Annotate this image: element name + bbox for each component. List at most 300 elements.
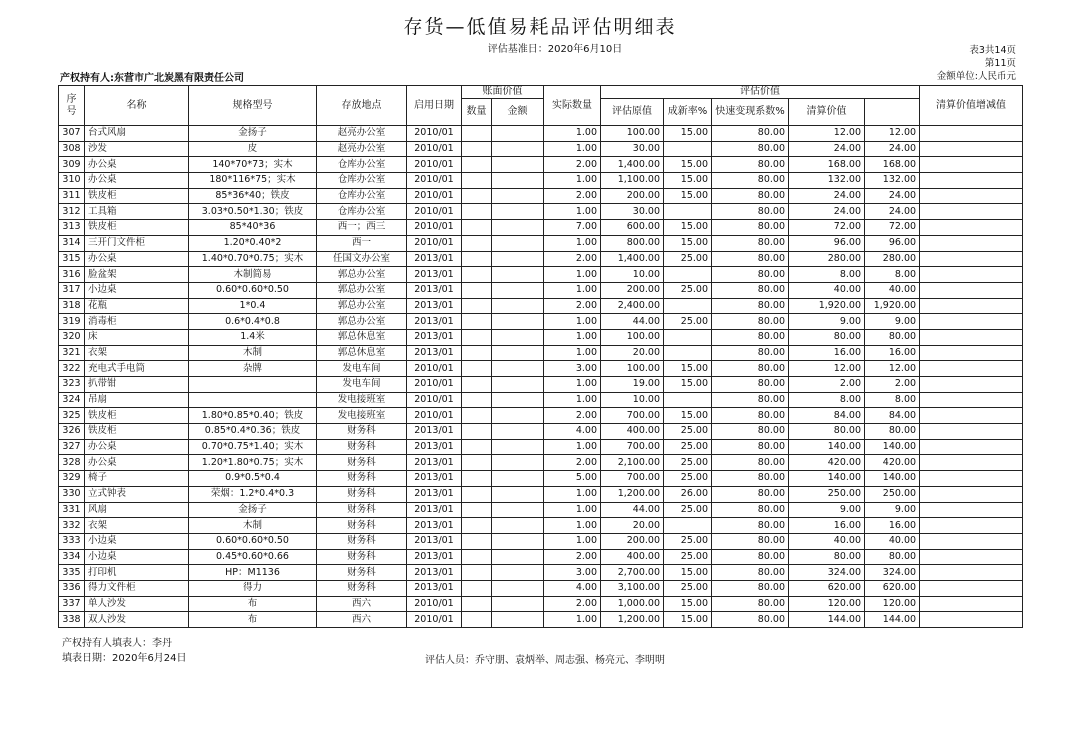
cell-book-qty	[462, 377, 492, 393]
cell-name: 衣架	[85, 518, 189, 534]
cell-newness: 25.00	[664, 502, 712, 518]
filler-label: 产权持有人填表人：李丹	[62, 638, 172, 649]
cell-book-qty	[462, 549, 492, 565]
cell-liq-diff: 72.00	[865, 220, 920, 236]
cell-eval-original: 700.00	[601, 471, 664, 487]
table-row	[59, 612, 1023, 628]
cell-liq-diff: 84.00	[865, 408, 920, 424]
cell-seq: 319	[59, 314, 85, 330]
cell-seq: 321	[59, 345, 85, 361]
cell-newness	[664, 392, 712, 408]
cell-liq-diff: 420.00	[865, 455, 920, 471]
cell-liquidation: 168.00	[789, 157, 865, 173]
cell-newness: 25.00	[664, 533, 712, 549]
footer-left	[62, 636, 187, 666]
cell-start-date: 2013/01	[407, 549, 462, 565]
cell-actual-qty: 2.00	[544, 455, 601, 471]
header-eval-original: 评估原值	[601, 99, 664, 126]
cell-newness: 15.00	[664, 377, 712, 393]
cell-spec: 木制	[189, 345, 317, 361]
cell-actual-qty: 2.00	[544, 157, 601, 173]
cell-actual-qty: 4.00	[544, 424, 601, 440]
cell-spec: 1.20*0.40*2	[189, 235, 317, 251]
cell-book-amount	[492, 455, 544, 471]
cell-name: 办公桌	[85, 173, 189, 189]
cell-remark	[920, 188, 1023, 204]
cell-location: 赵亮办公室	[317, 126, 407, 142]
table-row	[59, 173, 1023, 189]
cell-spec: 0.9*0.5*0.4	[189, 471, 317, 487]
page-title: 存货—低值易耗品评估明细表	[403, 16, 677, 38]
cell-location: 发电车间	[317, 361, 407, 377]
cell-name: 铁皮柜	[85, 188, 189, 204]
cell-book-qty	[462, 314, 492, 330]
cell-book-amount	[492, 345, 544, 361]
cell-newness: 25.00	[664, 580, 712, 596]
cell-quick-coef: 80.00	[712, 596, 789, 612]
cell-spec: 180*116*75；实木	[189, 173, 317, 189]
cell-book-amount	[492, 565, 544, 581]
cell-eval-original: 100.00	[601, 126, 664, 142]
cell-book-qty	[462, 267, 492, 283]
cell-liquidation: 72.00	[789, 220, 865, 236]
cell-location: 西一	[317, 235, 407, 251]
cell-quick-coef: 80.00	[712, 533, 789, 549]
table-row	[59, 235, 1023, 251]
cell-newness: 25.00	[664, 251, 712, 267]
cell-liquidation: 84.00	[789, 408, 865, 424]
cell-location: 仓库办公室	[317, 188, 407, 204]
cell-newness: 15.00	[664, 173, 712, 189]
cell-remark	[920, 235, 1023, 251]
cell-start-date: 2013/01	[407, 345, 462, 361]
cell-name: 脸盆架	[85, 267, 189, 283]
cell-liquidation: 12.00	[789, 126, 865, 142]
cell-liq-diff: 80.00	[865, 424, 920, 440]
cell-quick-coef: 80.00	[712, 345, 789, 361]
cell-actual-qty: 2.00	[544, 408, 601, 424]
cell-book-amount	[492, 173, 544, 189]
header-row-1	[59, 86, 1023, 99]
cell-remark	[920, 392, 1023, 408]
cell-book-amount	[492, 188, 544, 204]
cell-seq: 324	[59, 392, 85, 408]
cell-newness: 25.00	[664, 424, 712, 440]
cell-book-qty	[462, 157, 492, 173]
cell-eval-original: 1,200.00	[601, 612, 664, 628]
cell-spec: 0.45*0.60*0.66	[189, 549, 317, 565]
cell-newness	[664, 204, 712, 220]
table-row	[59, 580, 1023, 596]
cell-quick-coef: 80.00	[712, 377, 789, 393]
cell-newness	[664, 518, 712, 534]
cell-book-qty	[462, 486, 492, 502]
cell-liquidation: 140.00	[789, 471, 865, 487]
cell-seq: 314	[59, 235, 85, 251]
table-row	[59, 126, 1023, 142]
cell-liquidation: 1,920.00	[789, 298, 865, 314]
cell-newness	[664, 345, 712, 361]
detail-table	[58, 85, 1023, 628]
cell-quick-coef: 80.00	[712, 486, 789, 502]
cell-liq-diff: 620.00	[865, 580, 920, 596]
cell-quick-coef: 80.00	[712, 251, 789, 267]
cell-start-date: 2010/01	[407, 157, 462, 173]
cell-liquidation: 9.00	[789, 502, 865, 518]
cell-seq: 313	[59, 220, 85, 236]
cell-liquidation: 40.00	[789, 282, 865, 298]
cell-seq: 327	[59, 439, 85, 455]
cell-book-qty	[462, 251, 492, 267]
cell-book-qty	[462, 173, 492, 189]
cell-quick-coef: 80.00	[712, 188, 789, 204]
cell-start-date: 2010/01	[407, 188, 462, 204]
cell-liquidation: 24.00	[789, 188, 865, 204]
cell-newness: 15.00	[664, 235, 712, 251]
cell-liq-diff: 96.00	[865, 235, 920, 251]
cell-book-qty	[462, 361, 492, 377]
cell-eval-original: 100.00	[601, 329, 664, 345]
cell-spec: 1.80*0.85*0.40；铁皮	[189, 408, 317, 424]
header-eval-value: 评估价值	[601, 86, 920, 99]
cell-eval-original: 800.00	[601, 235, 664, 251]
cell-spec: 1.40*0.70*0.75；实木	[189, 251, 317, 267]
cell-book-qty	[462, 518, 492, 534]
cell-start-date: 2010/01	[407, 596, 462, 612]
cell-book-qty	[462, 204, 492, 220]
cell-location: 仓库办公室	[317, 157, 407, 173]
cell-spec: 3.03*0.50*1.30；铁皮	[189, 204, 317, 220]
cell-name: 风扇	[85, 502, 189, 518]
cell-location: 财务科	[317, 424, 407, 440]
cell-liquidation: 80.00	[789, 424, 865, 440]
cell-newness: 25.00	[664, 549, 712, 565]
header-quick-coef: 快速变现系数%	[712, 99, 789, 126]
page-number: 第11页	[984, 58, 1016, 69]
cell-eval-original: 30.00	[601, 204, 664, 220]
cell-start-date: 2013/01	[407, 471, 462, 487]
cell-remark	[920, 439, 1023, 455]
cell-eval-original: 200.00	[601, 533, 664, 549]
cell-book-qty	[462, 141, 492, 157]
cell-quick-coef: 80.00	[712, 518, 789, 534]
cell-spec: 皮	[189, 141, 317, 157]
cell-actual-qty: 1.00	[544, 392, 601, 408]
cell-seq: 333	[59, 533, 85, 549]
table-row	[59, 439, 1023, 455]
cell-name: 吊扇	[85, 392, 189, 408]
cell-seq: 323	[59, 377, 85, 393]
cell-actual-qty: 2.00	[544, 188, 601, 204]
cell-seq: 337	[59, 596, 85, 612]
cell-remark	[920, 486, 1023, 502]
cell-seq: 336	[59, 580, 85, 596]
cell-book-amount	[492, 235, 544, 251]
cell-name: 椅子	[85, 471, 189, 487]
cell-start-date: 2010/01	[407, 173, 462, 189]
cell-newness: 15.00	[664, 220, 712, 236]
cell-remark	[920, 580, 1023, 596]
cell-eval-original: 700.00	[601, 408, 664, 424]
cell-liquidation: 250.00	[789, 486, 865, 502]
cell-book-amount	[492, 126, 544, 142]
cell-spec: 杂牌	[189, 361, 317, 377]
cell-book-amount	[492, 439, 544, 455]
cell-remark	[920, 329, 1023, 345]
cell-book-amount	[492, 549, 544, 565]
cell-book-amount	[492, 408, 544, 424]
cell-liq-diff: 12.00	[865, 361, 920, 377]
cell-eval-original: 3,100.00	[601, 580, 664, 596]
cell-liq-diff: 140.00	[865, 471, 920, 487]
header-liq-diff: 清算价值增减值	[920, 86, 1023, 126]
cell-book-qty	[462, 471, 492, 487]
cell-seq: 320	[59, 329, 85, 345]
cell-name: 办公桌	[85, 455, 189, 471]
cell-location: 发电接班室	[317, 392, 407, 408]
cell-seq: 328	[59, 455, 85, 471]
cell-remark	[920, 126, 1023, 142]
cell-book-qty	[462, 345, 492, 361]
cell-start-date: 2013/01	[407, 502, 462, 518]
cell-quick-coef: 80.00	[712, 157, 789, 173]
table-row	[59, 424, 1023, 440]
cell-liq-diff: 280.00	[865, 251, 920, 267]
cell-spec	[189, 377, 317, 393]
cell-name: 充电式手电筒	[85, 361, 189, 377]
cell-actual-qty: 1.00	[544, 439, 601, 455]
cell-newness: 15.00	[664, 565, 712, 581]
cell-remark	[920, 141, 1023, 157]
cell-name: 花瓶	[85, 298, 189, 314]
cell-book-qty	[462, 126, 492, 142]
cell-book-amount	[492, 424, 544, 440]
cell-eval-original: 1,400.00	[601, 251, 664, 267]
cell-quick-coef: 80.00	[712, 204, 789, 220]
cell-quick-coef: 80.00	[712, 455, 789, 471]
cell-eval-original: 600.00	[601, 220, 664, 236]
cell-seq: 316	[59, 267, 85, 283]
cell-seq: 308	[59, 141, 85, 157]
cell-location: 财务科	[317, 549, 407, 565]
cell-remark	[920, 502, 1023, 518]
cell-newness: 26.00	[664, 486, 712, 502]
cell-location: 财务科	[317, 565, 407, 581]
cell-newness	[664, 267, 712, 283]
cell-remark	[920, 282, 1023, 298]
cell-name: 立式钟表	[85, 486, 189, 502]
cell-liq-diff: 324.00	[865, 565, 920, 581]
cell-liquidation: 324.00	[789, 565, 865, 581]
cell-seq: 317	[59, 282, 85, 298]
cell-liquidation: 420.00	[789, 455, 865, 471]
cell-newness: 25.00	[664, 439, 712, 455]
cell-book-amount	[492, 361, 544, 377]
cell-newness: 25.00	[664, 282, 712, 298]
cell-actual-qty: 1.00	[544, 126, 601, 142]
cell-actual-qty: 2.00	[544, 251, 601, 267]
cell-seq: 338	[59, 612, 85, 628]
cell-newness: 25.00	[664, 455, 712, 471]
table-row	[59, 361, 1023, 377]
cell-remark	[920, 314, 1023, 330]
cell-book-amount	[492, 612, 544, 628]
cell-liq-diff: 250.00	[865, 486, 920, 502]
cell-eval-original: 20.00	[601, 345, 664, 361]
cell-liquidation: 8.00	[789, 392, 865, 408]
cell-quick-coef: 80.00	[712, 502, 789, 518]
cell-newness: 15.00	[664, 361, 712, 377]
cell-name: 小边桌	[85, 549, 189, 565]
cell-remark	[920, 298, 1023, 314]
cell-eval-original: 400.00	[601, 424, 664, 440]
cell-eval-original: 1,100.00	[601, 173, 664, 189]
table-row	[59, 329, 1023, 345]
cell-spec: 0.85*0.4*0.36；铁皮	[189, 424, 317, 440]
cell-location: 发电车间	[317, 377, 407, 393]
cell-seq: 311	[59, 188, 85, 204]
cell-quick-coef: 80.00	[712, 580, 789, 596]
cell-book-amount	[492, 220, 544, 236]
cell-remark	[920, 612, 1023, 628]
cell-start-date: 2013/01	[407, 298, 462, 314]
cell-liquidation: 8.00	[789, 267, 865, 283]
cell-actual-qty: 1.00	[544, 267, 601, 283]
cell-actual-qty: 1.00	[544, 173, 601, 189]
cell-liq-diff: 40.00	[865, 282, 920, 298]
cell-location: 财务科	[317, 580, 407, 596]
cell-location: 财务科	[317, 455, 407, 471]
cell-newness: 15.00	[664, 408, 712, 424]
cell-seq: 309	[59, 157, 85, 173]
cell-location: 任国文办公室	[317, 251, 407, 267]
cell-liq-diff: 2.00	[865, 377, 920, 393]
cell-seq: 322	[59, 361, 85, 377]
cell-eval-original: 1,200.00	[601, 486, 664, 502]
header-start-date: 启用日期	[407, 86, 462, 126]
cell-spec: 0.6*0.4*0.8	[189, 314, 317, 330]
cell-quick-coef: 80.00	[712, 267, 789, 283]
cell-name: 扒带钳	[85, 377, 189, 393]
table-row	[59, 455, 1023, 471]
cell-quick-coef: 80.00	[712, 141, 789, 157]
cell-remark	[920, 204, 1023, 220]
table-row	[59, 298, 1023, 314]
table-row	[59, 549, 1023, 565]
cell-actual-qty: 7.00	[544, 220, 601, 236]
cell-liq-diff: 16.00	[865, 345, 920, 361]
cell-eval-original: 44.00	[601, 502, 664, 518]
cell-start-date: 2013/01	[407, 282, 462, 298]
cell-newness: 15.00	[664, 126, 712, 142]
cell-seq: 334	[59, 549, 85, 565]
cell-remark	[920, 173, 1023, 189]
cell-book-qty	[462, 235, 492, 251]
cell-eval-original: 30.00	[601, 141, 664, 157]
table-row	[59, 533, 1023, 549]
cell-book-amount	[492, 502, 544, 518]
table-row	[59, 486, 1023, 502]
cell-seq: 310	[59, 173, 85, 189]
cell-remark	[920, 549, 1023, 565]
cell-location: 郭总办公室	[317, 314, 407, 330]
cell-book-qty	[462, 329, 492, 345]
cell-liquidation: 144.00	[789, 612, 865, 628]
cell-quick-coef: 80.00	[712, 126, 789, 142]
cell-liq-diff: 8.00	[865, 267, 920, 283]
table-row	[59, 251, 1023, 267]
cell-newness: 15.00	[664, 596, 712, 612]
cell-name: 双人沙发	[85, 612, 189, 628]
cell-name: 床	[85, 329, 189, 345]
cell-book-amount	[492, 392, 544, 408]
cell-spec: 荣烟：1.2*0.4*0.3	[189, 486, 317, 502]
cell-book-qty	[462, 392, 492, 408]
cell-book-amount	[492, 471, 544, 487]
cell-quick-coef: 80.00	[712, 314, 789, 330]
cell-book-amount	[492, 533, 544, 549]
cell-eval-original: 2,100.00	[601, 455, 664, 471]
cell-actual-qty: 1.00	[544, 612, 601, 628]
currency-unit: 金额单位:人民币元	[936, 71, 1016, 82]
cell-start-date: 2010/01	[407, 141, 462, 157]
cell-eval-original: 200.00	[601, 282, 664, 298]
cell-start-date: 2013/01	[407, 518, 462, 534]
cell-name: 三开门文件柜	[85, 235, 189, 251]
cell-newness: 25.00	[664, 471, 712, 487]
table-row	[59, 377, 1023, 393]
cell-start-date: 2013/01	[407, 267, 462, 283]
cell-name: 工具箱	[85, 204, 189, 220]
cell-start-date: 2013/01	[407, 580, 462, 596]
cell-newness: 15.00	[664, 612, 712, 628]
cell-seq: 326	[59, 424, 85, 440]
cell-remark	[920, 455, 1023, 471]
cell-spec: 1.4米	[189, 329, 317, 345]
cell-seq: 330	[59, 486, 85, 502]
cell-location: 郭总休息室	[317, 329, 407, 345]
cell-location: 财务科	[317, 502, 407, 518]
cell-book-amount	[492, 314, 544, 330]
cell-seq: 335	[59, 565, 85, 581]
cell-location: 财务科	[317, 486, 407, 502]
cell-remark	[920, 345, 1023, 361]
cell-spec	[189, 392, 317, 408]
cell-start-date: 2013/01	[407, 533, 462, 549]
cell-newness: 15.00	[664, 188, 712, 204]
cell-eval-original: 400.00	[601, 549, 664, 565]
cell-remark	[920, 251, 1023, 267]
cell-name: 办公桌	[85, 251, 189, 267]
cell-remark	[920, 471, 1023, 487]
cell-book-amount	[492, 486, 544, 502]
cell-eval-original: 10.00	[601, 392, 664, 408]
cell-location: 发电接班室	[317, 408, 407, 424]
cell-start-date: 2010/01	[407, 612, 462, 628]
cell-location: 郭总办公室	[317, 282, 407, 298]
cell-liq-diff: 80.00	[865, 329, 920, 345]
cell-eval-original: 1,400.00	[601, 157, 664, 173]
cell-liq-diff: 1,920.00	[865, 298, 920, 314]
cell-actual-qty: 1.00	[544, 518, 601, 534]
cell-book-amount	[492, 204, 544, 220]
cell-liq-diff: 120.00	[865, 596, 920, 612]
cell-book-qty	[462, 408, 492, 424]
cell-start-date: 2010/01	[407, 392, 462, 408]
table-row	[59, 471, 1023, 487]
cell-name: 台式风扇	[85, 126, 189, 142]
cell-location: 郭总办公室	[317, 267, 407, 283]
